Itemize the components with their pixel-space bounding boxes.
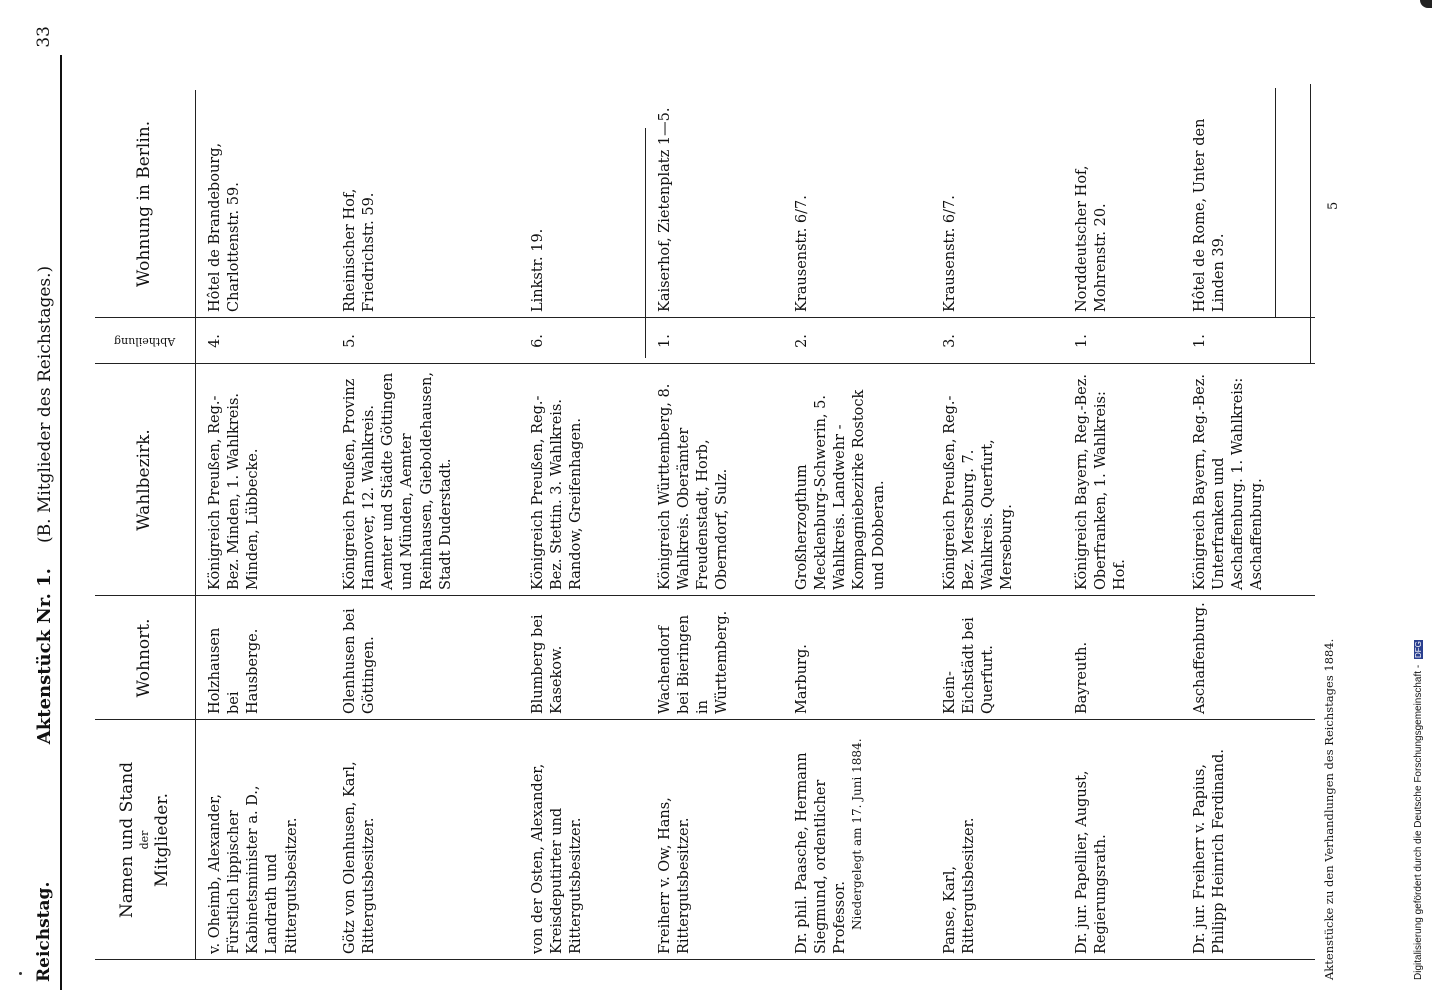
table-row [200, 90, 330, 960]
credit-text: Digitalisierung gefördert durch die Deutsche Forschungsgemeinschaft - [1413, 664, 1424, 980]
members-table [95, 0, 1315, 1000]
member-department: 1. [657, 334, 673, 348]
dfg-logo-icon: DFG [1414, 641, 1423, 659]
member-berlin-address: Kaiserhof, Zietenplatz 1—5. [657, 107, 673, 312]
member-department: 5. [342, 334, 358, 348]
member-department: 3. [942, 334, 958, 348]
member-residence: Olenhusen bei Göttingen. [342, 608, 378, 714]
table-row [1185, 90, 1310, 960]
member-constituency: Königreich Bayern, Reg.-Bez. Unterfranken und Aschaffenburg. 1. Wahlkreis: Aschaffenburg. [1192, 374, 1266, 590]
column-header-wahlbezirk: Wahlbezirk. [134, 429, 155, 531]
member-name: v. Oheimb, Alexander, Fürstlich lippischer Kabinetsminister a. D., Landrath und Rittergutsbesitzer. [207, 785, 300, 954]
column-header-ort: Wohnort. [134, 618, 155, 698]
member-berlin-address: Rheinischer Hof, Friedrichstr. 59. [342, 188, 378, 312]
member-residence: Marburg. [794, 644, 810, 714]
member-department: 1. [1192, 334, 1208, 348]
member-department: 4. [207, 334, 223, 348]
header-divider [195, 90, 196, 960]
table-row [787, 90, 927, 960]
footnote: Aktenstücke zu den Verhandlungen des Reichstages 1884. [1322, 638, 1336, 980]
member-residence: Holzhausen bei Hausberge. [207, 627, 262, 714]
member-name: Götz von Olenhusen, Karl, Rittergutsbesitzer. [342, 761, 378, 954]
member-constituency: Königreich Preußen, Reg.-Bez. Stettin. 3. Wahlkreis. Randow, Greifenhagen. [530, 395, 585, 590]
signature-mark: 5 [1326, 201, 1341, 210]
title-sub: (B. Mitglieder des Reichstages.) [35, 265, 55, 543]
member-name: Dr. jur. Freiherr v. Papius, Philipp Heinrich Ferdinand. [1192, 749, 1228, 954]
member-berlin-address: Hôtel de Brandebourg, Charlottenstr. 59. [207, 142, 243, 312]
member-department: 6. [530, 334, 546, 348]
table-row [650, 90, 780, 960]
table-row [335, 90, 515, 960]
digitization-credit [1413, 420, 1429, 980]
page-title [34, 20, 55, 990]
scan-dot-mark [19, 972, 22, 975]
table-row [523, 90, 643, 960]
member-residence: Aschaffenburg. [1192, 602, 1208, 714]
row-divider [645, 128, 646, 358]
member-constituency: Königreich Bayern, Reg.-Bez. Oberfranken, 1. Wahlkreis: Hof. [1074, 374, 1129, 590]
member-constituency: Königreich Württemberg, 8. Wahlkreis. Oberämter Freudenstadt, Horb, Oberndorf, Sulz. [657, 383, 731, 590]
member-name: von der Osten, Alexander, Kreisdeputirter und Rittergutsbesitzer. [530, 763, 585, 954]
member-berlin-address: Krausenstr. 6/7. [794, 195, 810, 312]
page-number: 33 [34, 26, 54, 48]
member-constituency: Königreich Preußen, Reg.-Bez. Merseburg. 7. Wahlkreis. Querfurt, Merseburg. [942, 395, 1016, 590]
member-constituency: Großherzogthum Mecklenburg-Schwerin, 5. Wahlkreis. Landwehr - Kompagniebezirke Rostock und Dobberan. [794, 389, 887, 590]
member-constituency: Königreich Preußen, Provinz Hannover, 12. Wahlkreis. Aemter und Städte Göttingen und Münden, Aemter Reinhausen, Gieboldehausen, Stadt Duderstadt. [342, 372, 454, 590]
member-note: Niedergelegt am 17. Juni 1884. [850, 738, 865, 930]
member-berlin-address: Hôtel de Rome, Unter den Linden 39. [1192, 118, 1228, 312]
member-berlin-address: Norddeutscher Hof, Mohrenstr. 20. [1074, 165, 1110, 312]
table-row [935, 90, 1060, 960]
member-department: 2. [794, 334, 810, 348]
header-left: Reichstag. [34, 881, 54, 982]
member-constituency: Königreich Preußen, Reg.-Bez. Minden, 1. Wahlkreis. Minden, Lübbecke. [207, 392, 262, 590]
member-residence: Klein-Eichstädt bei Querfurt. [942, 617, 997, 714]
member-name: Dr. jur. Papellier, August, Regierungsrath. [1074, 770, 1110, 954]
column-header-berlin: Wohnung in Berlin. [134, 120, 155, 288]
table-row [1067, 90, 1177, 960]
title-main: Aktenstück Nr. 1. [34, 568, 55, 745]
page-header [28, 20, 68, 990]
member-residence: Wachendorf bei Bieringen in Württemberg. [657, 610, 731, 714]
row-divider [1275, 88, 1276, 318]
member-name: Dr. phil. Paasche, Hermann Siegmund, ordentlicher Professor. Niedergelegt am 17. Juni 1884. [793, 720, 866, 960]
member-berlin-address: Linkstr. 19. [530, 228, 546, 312]
header-rule [60, 55, 62, 990]
column-header-name: Namen und Stand der Mitglieder. [116, 761, 172, 919]
row-divider [1310, 84, 1311, 364]
member-residence: Bayreuth. [1074, 641, 1090, 714]
member-name: Freiherr v. Ow, Hans, Rittergutsbesitzer. [657, 797, 693, 954]
member-berlin-address: Krausenstr. 6/7. [942, 195, 958, 312]
column-header-abtheilung: Abtheilung [114, 334, 176, 348]
member-name: Panse, Karl, Rittergutsbesitzer. [942, 817, 978, 954]
member-residence: Blumberg bei Kasekow. [530, 614, 566, 714]
member-department: 1. [1074, 334, 1090, 348]
